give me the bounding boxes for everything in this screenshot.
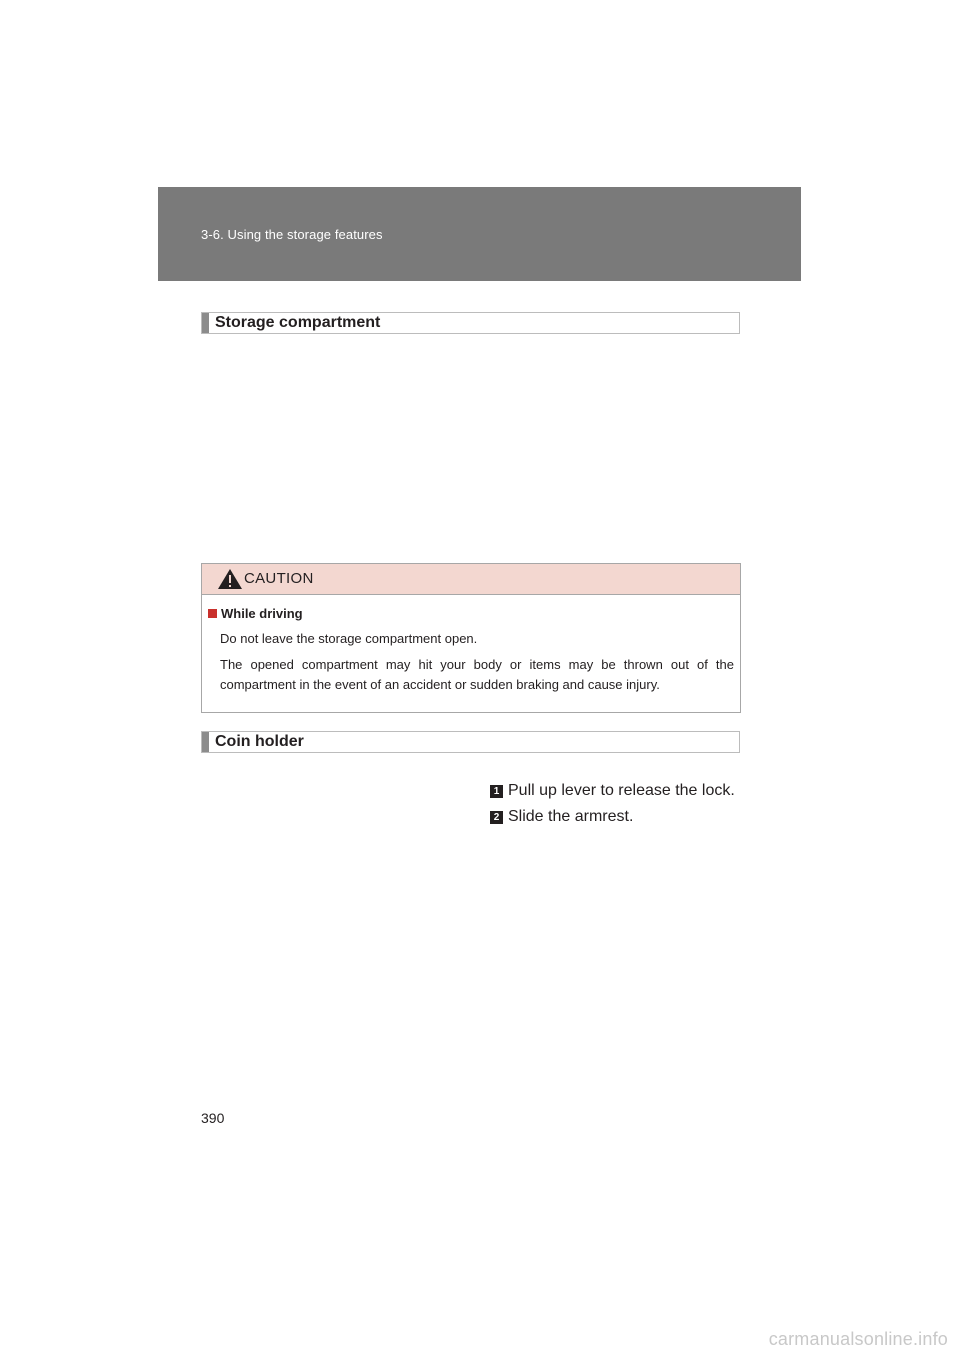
heading-title: Coin holder (215, 733, 304, 750)
caution-line-2: The opened compartment may hit your body or items may be thrown out of the compartment in the event of an accident or sudden braking and cause injury. (220, 657, 734, 692)
heading-title: Storage compartment (215, 314, 381, 331)
section-title: 3-6. Using the storage features (201, 227, 383, 242)
storage-compartment-heading (201, 312, 740, 334)
step-text: Slide the armrest. (508, 808, 634, 825)
heading-accent (202, 732, 209, 752)
caution-line-1: Do not leave the storage compartment open. (220, 631, 478, 646)
heading-accent (202, 313, 209, 333)
warning-triangle-icon (217, 568, 243, 590)
caution-body (208, 606, 734, 695)
step-list (490, 778, 735, 830)
square-bullet-icon (208, 609, 217, 618)
watermark: carmanualsonline.info (768, 1329, 948, 1349)
step-number-icon: 2 (490, 811, 503, 824)
caution-box (201, 563, 741, 713)
step-text: Pull up lever to release the lock. (508, 782, 735, 799)
caution-label: CAUTION (244, 570, 314, 587)
coin-holder-heading (201, 731, 740, 753)
caution-header (202, 564, 740, 595)
step-item (490, 778, 735, 804)
caution-subhead (208, 606, 734, 621)
caution-subhead-text: While driving (221, 606, 303, 621)
step-number-icon: 1 (490, 785, 503, 798)
page-number: 390 (201, 1110, 225, 1126)
step-item (490, 804, 735, 830)
header-band (158, 187, 801, 281)
